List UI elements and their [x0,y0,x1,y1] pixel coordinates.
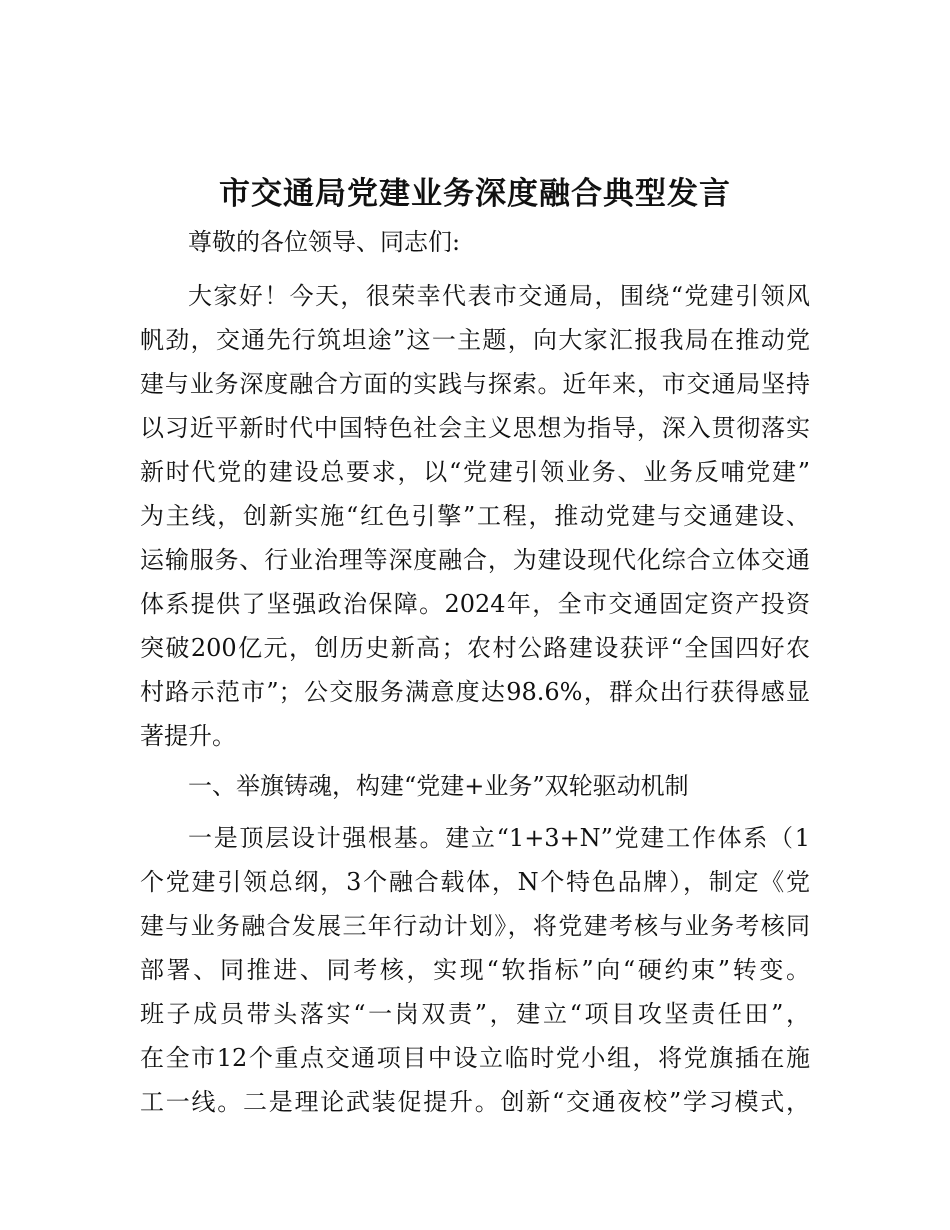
paragraph-line: 新时代党的建设总要求，以“党建引领业务、业务反哺党建” [140,458,810,486]
paragraph-line: 部署、同推进、同考核，实现“软指标”向“硬约束”转变。 [140,956,810,984]
greeting: 尊敬的各位领导、同志们: [188,228,461,256]
paragraph-line: 突破200亿元，创历史新高；农村公路建设获评“全国四好农 [140,634,810,662]
paragraph-line: 在全市12个重点交通项目中设立临时党小组，将党旗插在施 [140,1044,810,1072]
paragraph-line: 运输服务、行业治理等深度融合，为建设现代化综合立体交通 [140,546,810,574]
paragraph-line: 为主线，创新实施“红色引擎”工程，推动党建与交通建设、 [140,502,810,530]
document-title: 市交通局党建业务深度融合典型发言 [219,176,731,212]
paragraph-line: 个党建引领总纲，3个融合载体，N个特色品牌），制定《党 [140,868,810,896]
paragraph-line: 大家好！今天，很荣幸代表市交通局，围绕“党建引领风 [188,282,810,310]
paragraph-line: 建与业务深度融合方面的实践与探索。近年来，市交通局坚持 [140,370,810,398]
paragraph-line: 工一线。二是理论武装促提升。创新“交通夜校”学习模式， [140,1088,810,1116]
paragraph-line: 村路示范市”；公交服务满意度达98.6%，群众出行获得感显 [140,678,810,706]
paragraph-line: 一是顶层设计强根基。建立“1+3+N”党建工作体系（1 [188,824,810,852]
section-heading: 一、举旗铸魂，构建“党建+业务”双轮驱动机制 [188,772,689,800]
paragraph-line: 建与业务融合发展三年行动计划》，将党建考核与业务考核同 [140,912,810,940]
paragraph-line: 著提升。 [140,722,236,750]
paragraph-line: 以习近平新时代中国特色社会主义思想为指导，深入贯彻落实 [140,414,810,442]
paragraph-line: 班子成员带头落实“一岗双责”，建立“项目攻坚责任田”， [140,1000,810,1028]
paragraph-line: 帆劲，交通先行筑坦途”这一主题，向大家汇报我局在推动党 [140,326,810,354]
paragraph-line: 体系提供了坚强政治保障。2024年，全市交通固定资产投资 [140,590,810,618]
